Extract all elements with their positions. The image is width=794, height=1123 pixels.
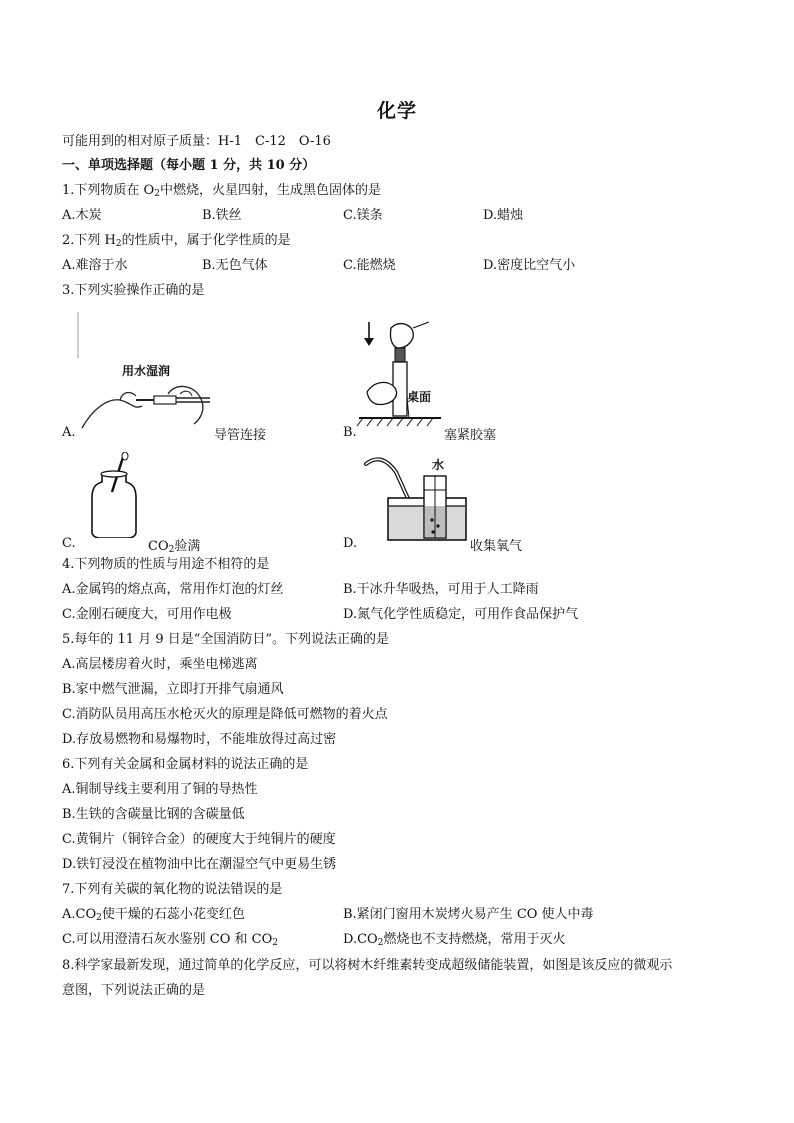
- q4-option-a: A.金属钨的熔点高，常用作灯泡的灯丝: [62, 582, 284, 597]
- figure-a-tag: 用水湿润: [122, 364, 171, 378]
- q3-option-b-letter: B.: [343, 425, 357, 440]
- q3-option-c-caption: $CO_2$验满: [148, 539, 201, 555]
- q3-option-b-caption: 塞紧胶塞: [444, 428, 497, 443]
- q6-option-c: C.黄铜片（铜锌合金）的硬度大于纯铜片的硬度: [62, 832, 336, 847]
- q3-option-a-letter: A.: [62, 425, 76, 440]
- q7-option-a: $A.CO_2$使干燥的石蕊小花变红色: [62, 907, 245, 923]
- q8-stem-line2: 意图，下列说法正确的是: [62, 983, 206, 998]
- q4-stem: 4.下列物质的性质与用途不相符的是: [62, 557, 270, 572]
- q7-stem: 7.下列有关碳的氧化物的说法错误的是: [62, 882, 283, 897]
- q3-option-d-caption: 收集氧气: [470, 539, 523, 554]
- q1-option-d: D.蜡烛: [483, 208, 524, 223]
- figure-d-tag: 水: [432, 458, 445, 472]
- q1-option-c: C.镁条: [343, 208, 383, 223]
- q5-option-a: A.高层楼房着火时，乘坐电梯逃离: [62, 657, 258, 672]
- q5-option-b: B.家中燃气泄漏，立即打开排气扇通风: [62, 682, 284, 697]
- q6-option-a: A.铜制导线主要利用了铜的导热性: [62, 782, 258, 797]
- q1-stem: 1.下列物质在 $O_2$中燃烧，火星四射，生成黑色固体的是: [62, 183, 381, 199]
- q6-stem: 6.下列有关金属和金属材料的说法正确的是: [62, 757, 309, 772]
- q4-option-c: C.金刚石硬度大，可用作电极: [62, 607, 232, 622]
- q1-option-a: A.木炭: [62, 208, 102, 223]
- q7-option-d: $D.CO_2$燃烧也不支持燃烧，常用于灭火: [343, 932, 566, 948]
- q4-option-d: D.氮气化学性质稳定，可用作食品保护气: [343, 607, 579, 622]
- q5-option-d: D.存放易燃物和易爆物时，不能堆放得过高过密: [62, 732, 337, 747]
- q1-option-b: B.铁丝: [202, 208, 242, 223]
- atomic-masses: 可能用到的相对原子质量：H-1 C-12 O-16: [62, 134, 331, 149]
- q3-option-d-letter: D.: [343, 536, 358, 551]
- q7-option-b: B.紧闭门窗用木炭烤火易产生 CO 使人中毒: [343, 907, 594, 922]
- q6-option-d: D.铁钉浸没在植物油中比在潮湿空气中更易生锈: [62, 857, 337, 872]
- figure-d-collect-oxygen: [362, 454, 468, 546]
- q3-stem: 3.下列实验操作正确的是: [62, 283, 205, 298]
- q7-option-c: C.可以用澄清石灰水鉴别 CO 和 $CO_2$: [62, 932, 278, 948]
- q3-option-c-letter: C.: [62, 536, 76, 551]
- q2-option-c: C.能燃烧: [343, 258, 396, 273]
- q5-option-c: C.消防队员用高压水枪灭火的原理是降低可燃物的着火点: [62, 707, 388, 722]
- page-title: 化学: [376, 100, 417, 122]
- q2-option-a: A.难溶于水: [62, 258, 128, 273]
- q2-option-d: D.密度比空气小: [483, 258, 576, 273]
- q3-option-a-caption: 导管连接: [214, 428, 267, 443]
- q5-stem: 5.每年的 11 月 9 日是“全国消防日”。下列说法正确的是: [62, 632, 390, 647]
- q4-option-b: B.干冰升华吸热，可用于人工降雨: [343, 582, 539, 597]
- figure-b-stopper: [355, 318, 445, 436]
- q2-stem: 2.下列 $H_2$的性质中，属于化学性质的是: [62, 233, 291, 249]
- q2-option-b: B.无色气体: [202, 258, 268, 273]
- q6-option-b: B.生铁的含碳量比钢的含碳量低: [62, 807, 245, 822]
- q8-stem-line1: 8.科学家最新发现，通过简单的化学反应，可以将树木纤维素转变成超级储能装置，如图是该反应的微观示: [62, 958, 673, 973]
- figure-c-co2-check: [88, 452, 140, 538]
- figure-b-tag: 桌面: [407, 390, 432, 404]
- section-heading: 一、单项选择题（每小题 1 分，共 10 分）: [62, 158, 316, 173]
